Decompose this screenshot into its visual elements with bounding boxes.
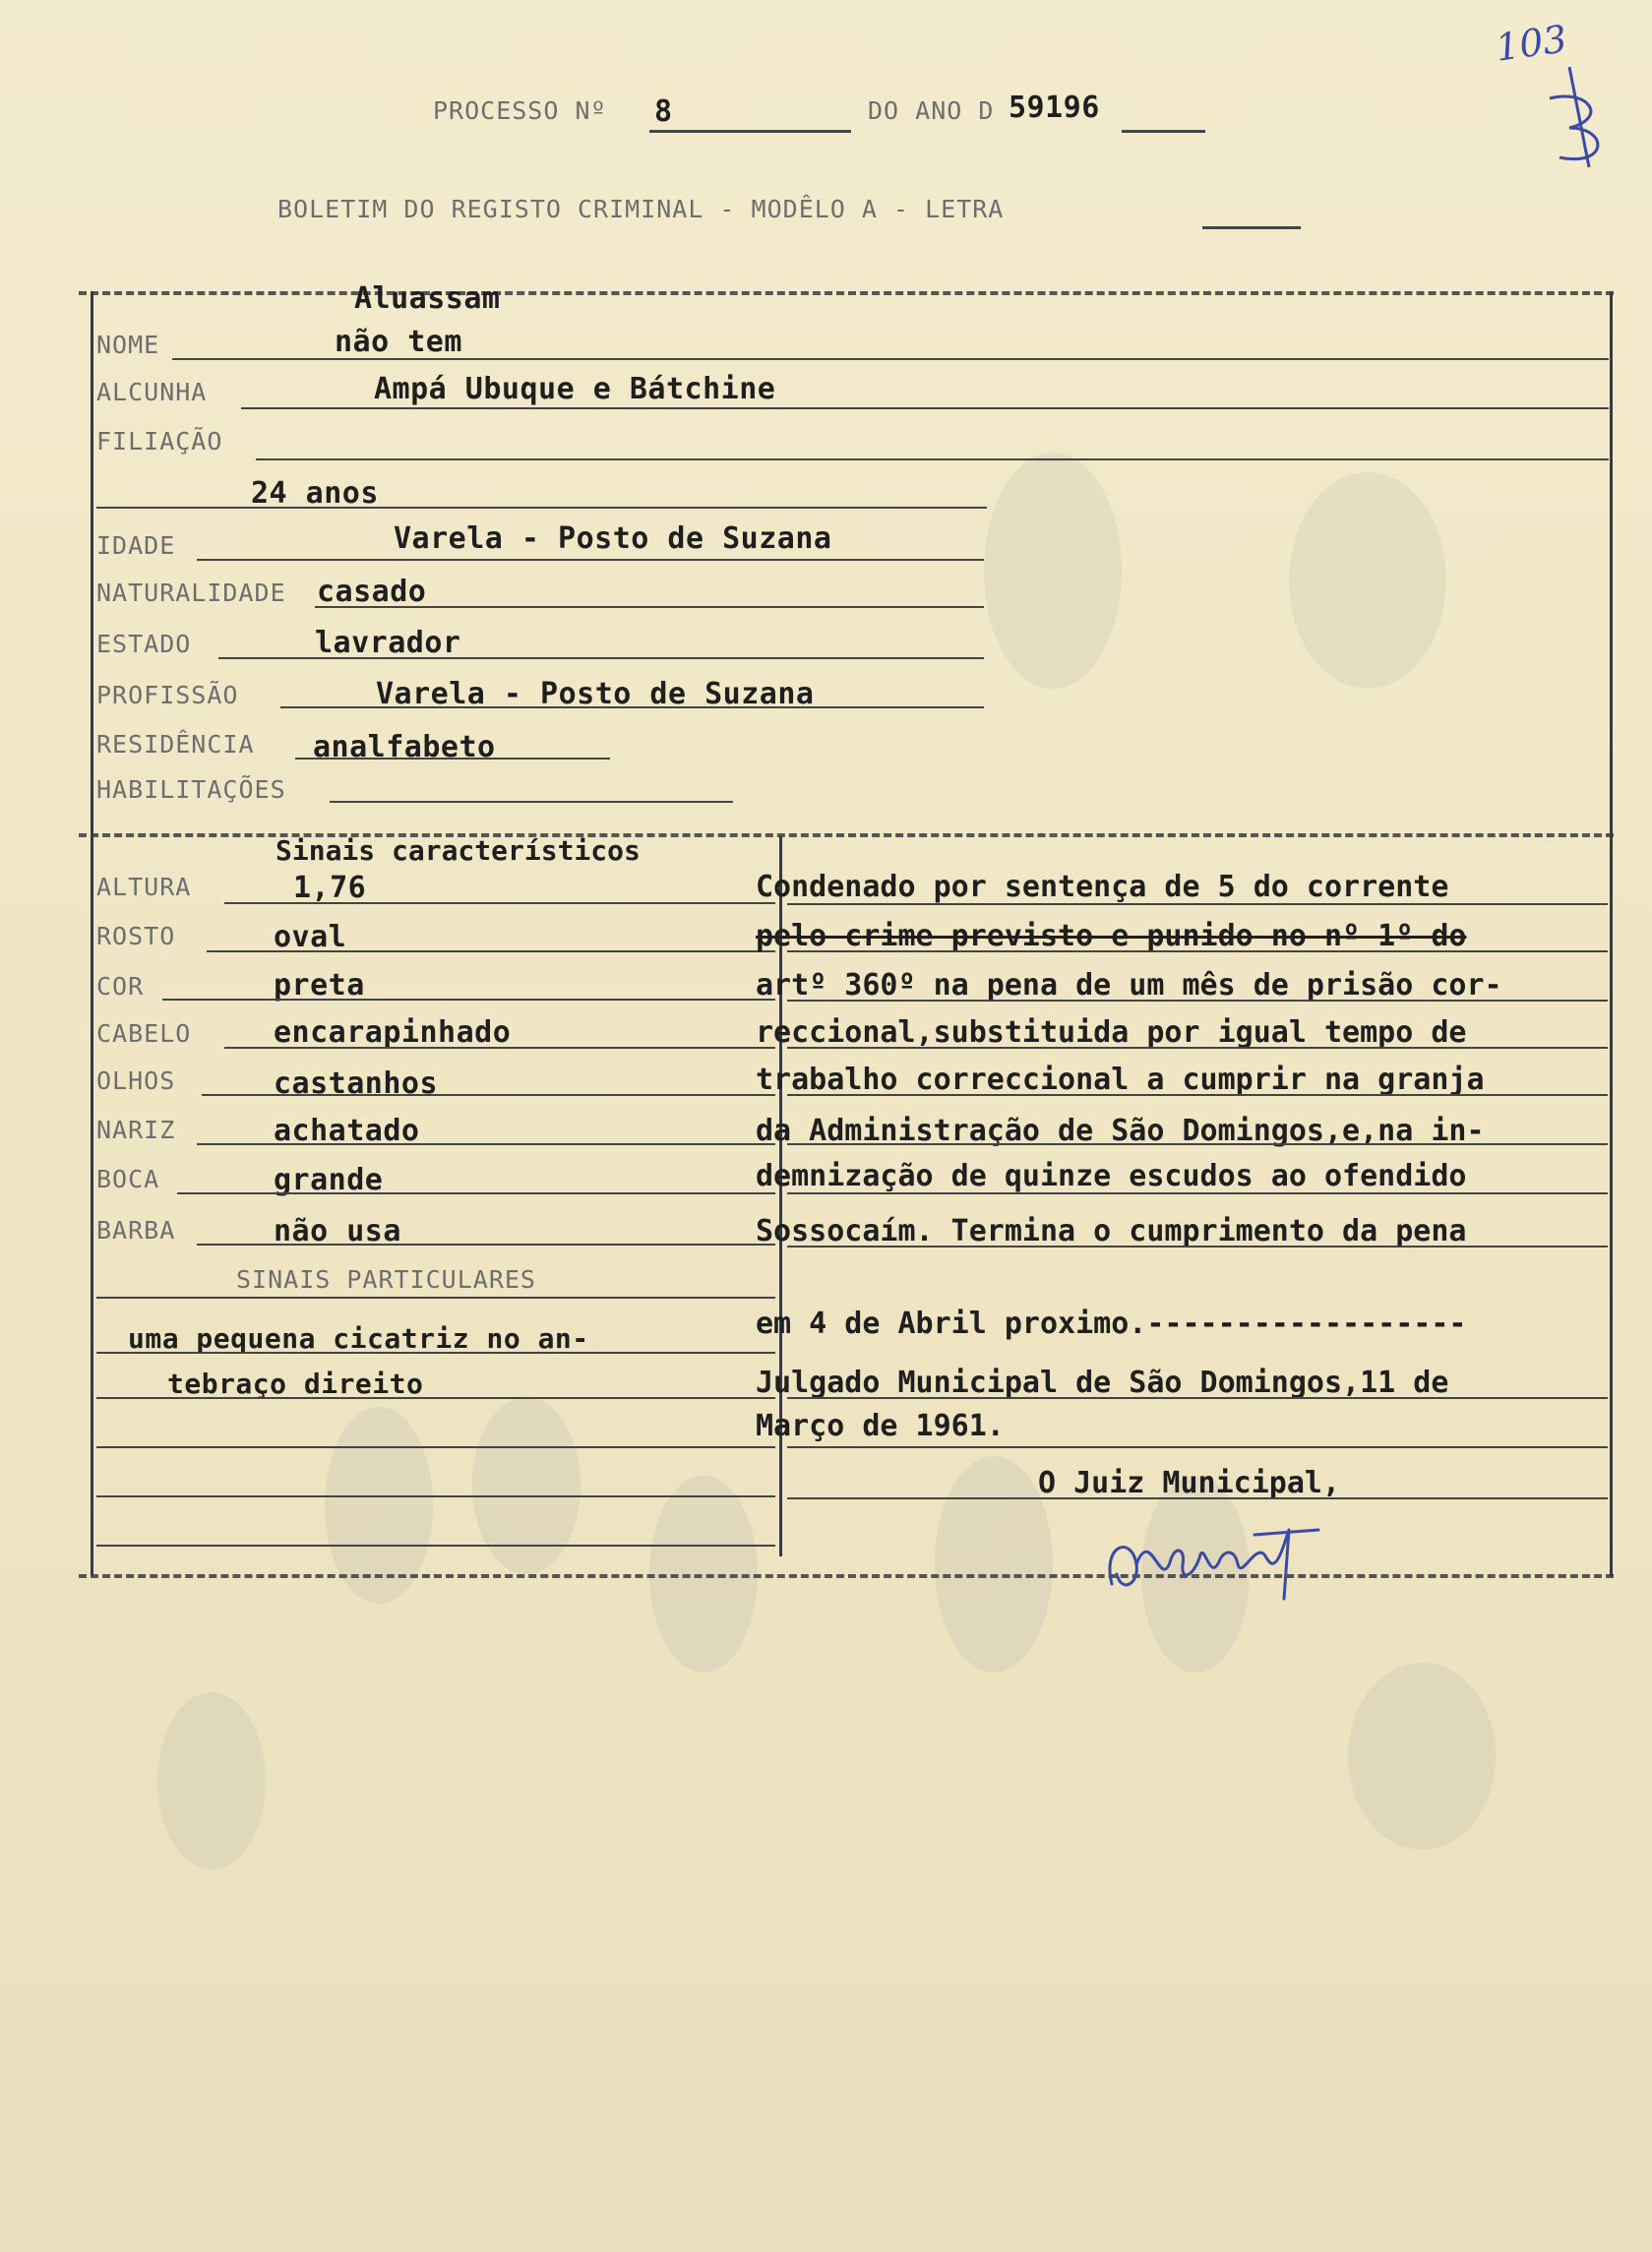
nome-label: NOME	[96, 331, 160, 359]
sentence-rule-12	[787, 1497, 1608, 1499]
sentence-rule-1	[787, 903, 1608, 905]
boletim-title: BOLETIM DO REGISTO CRIMINAL - MODÊLO A - LETRA	[277, 195, 1005, 223]
top-dashed-border	[79, 291, 1614, 295]
sentence-line-7: demnização de quinze escudos ao ofendido	[756, 1159, 1467, 1193]
altura-label: ALTURA	[96, 873, 192, 901]
sentence-rule-6	[787, 1143, 1608, 1145]
letra-underline	[1202, 226, 1301, 229]
rosto-value: oval	[274, 920, 347, 954]
sentence-line-11: Março de 1961.	[756, 1409, 1005, 1443]
particulares-line-4	[96, 1495, 775, 1497]
particulares-line-2	[96, 1397, 775, 1399]
olhos-value: castanhos	[274, 1066, 439, 1101]
processo-label: PROCESSO Nº	[433, 96, 607, 125]
particulares-line2: tebraço direito	[167, 1368, 424, 1400]
fingerprint-smudge	[984, 453, 1122, 689]
sentence-line-1: Condenado por sentença de 5 do corrente	[756, 870, 1449, 904]
cabelo-value: encarapinhado	[274, 1015, 512, 1050]
sentence-line-2: pelo crime previsto e punido no nº 1º do	[756, 919, 1467, 953]
estado-value: lavrador	[315, 626, 461, 660]
fingerprint-smudge	[1348, 1663, 1496, 1850]
nariz-value: achatado	[274, 1114, 420, 1148]
particulares-line-1	[96, 1352, 775, 1354]
processo-value: 8	[654, 94, 673, 129]
sentence-line-10: Julgado Municipal de São Domingos,11 de	[756, 1366, 1449, 1400]
altura-value: 1,76	[293, 871, 367, 905]
sentence-line-8: Sossocaím. Termina o cumprimento da pena	[756, 1214, 1467, 1248]
filiacao-line2	[96, 507, 987, 509]
idade-value: Varela - Posto de Suzana	[394, 521, 832, 556]
boca-value: grande	[274, 1163, 384, 1197]
page-number: 103	[1493, 17, 1570, 70]
filiacao-line2-value: 24 anos	[251, 476, 379, 511]
altura-line	[224, 902, 775, 904]
do-ano-value: 59196	[1009, 91, 1100, 125]
residencia-value: analfabeto	[313, 730, 496, 764]
residencia-label: RESIDÊNCIA	[96, 730, 255, 759]
olhos-label: OLHOS	[96, 1066, 176, 1095]
sinais-title: Sinais característicos	[275, 834, 641, 867]
sentence-rule-5	[787, 1094, 1608, 1096]
nome-value: Aluassam	[354, 281, 501, 316]
fingerprint-smudge	[472, 1397, 581, 1574]
profissao-value: Varela - Posto de Suzana	[376, 677, 815, 711]
estado-line	[218, 657, 984, 659]
processo-underline	[649, 130, 851, 133]
olhos-line	[202, 1094, 775, 1096]
rosto-line	[207, 950, 775, 952]
boca-label: BOCA	[96, 1165, 160, 1193]
barba-label: BARBA	[96, 1216, 176, 1245]
particulares-line-5	[96, 1545, 775, 1547]
nariz-label: NARIZ	[96, 1116, 176, 1144]
cor-line	[162, 999, 775, 1001]
sentence-line-6: da Administração de São Domingos,e,na in-	[756, 1114, 1485, 1148]
right-border	[1610, 291, 1613, 1576]
habilitacoes-line	[330, 801, 733, 803]
cor-value: preta	[274, 968, 365, 1003]
filiacao-label: FILIAÇÃO	[96, 427, 223, 456]
sentence-rule-3	[787, 1000, 1608, 1002]
naturalidade-label: NATURALIDADE	[96, 578, 286, 607]
sentence-rule-11	[787, 1446, 1608, 1448]
alcunha-value: não tem	[335, 325, 462, 359]
barba-value: não usa	[274, 1214, 401, 1248]
estado-label: ESTADO	[96, 630, 192, 658]
fingerprint-smudge	[1289, 472, 1446, 689]
particulares-line-3	[96, 1446, 775, 1448]
cor-label: COR	[96, 972, 145, 1001]
nariz-line	[197, 1143, 775, 1145]
alcunha-line	[241, 407, 1609, 409]
sentence-rule-10	[787, 1397, 1608, 1399]
sinais-particulares-title: SINAIS PARTICULARES	[236, 1265, 536, 1294]
sentence-line-5: trabalho correccional a cumprir na granja	[756, 1063, 1485, 1097]
sentence-rule-2	[787, 950, 1608, 952]
bottom-dashed-border	[79, 1574, 1614, 1578]
residencia-line	[295, 758, 610, 760]
do-ano-underline	[1122, 130, 1205, 133]
filiacao-value: Ampá Ubuque e Bátchine	[374, 372, 776, 406]
do-ano-label: DO ANO D	[868, 96, 995, 125]
sentence-line-9: em 4 de Abril proximo.------------------	[756, 1307, 1467, 1341]
fingerprint-smudge	[935, 1456, 1053, 1673]
cabelo-line	[224, 1047, 775, 1049]
naturalidade-line	[315, 606, 984, 608]
barba-line	[197, 1244, 775, 1246]
sentence-rule-7	[787, 1192, 1608, 1194]
idade-line	[197, 559, 984, 561]
cabelo-label: CABELO	[96, 1019, 192, 1048]
alcunha-label: ALCUNHA	[96, 378, 208, 406]
boca-line	[177, 1192, 775, 1194]
sentence-line-4: reccional,substituida por igual tempo de	[756, 1015, 1467, 1050]
filiacao-line	[256, 458, 1609, 460]
rosto-label: ROSTO	[96, 922, 176, 950]
naturalidade-value: casado	[317, 575, 427, 609]
particulares-line-0	[96, 1297, 775, 1299]
sentence-rule-4	[787, 1047, 1608, 1049]
sentence-line-3: artº 360º na pena de um mês de prisão cor-	[756, 968, 1502, 1003]
signatory: O Juiz Municipal,	[1038, 1466, 1341, 1500]
left-border	[91, 291, 93, 1576]
idade-label: IDADE	[96, 531, 176, 560]
handwritten-initials	[1530, 59, 1619, 177]
profissao-label: PROFISSÃO	[96, 681, 239, 709]
fingerprint-smudge	[157, 1692, 266, 1869]
sentence-rule-8	[787, 1246, 1608, 1248]
habilitacoes-label: HABILITAÇÕES	[96, 775, 286, 804]
particulares-line1: uma pequena cicatriz no an-	[128, 1322, 589, 1355]
judge-signature	[1092, 1505, 1348, 1613]
profissao-line	[280, 706, 984, 708]
